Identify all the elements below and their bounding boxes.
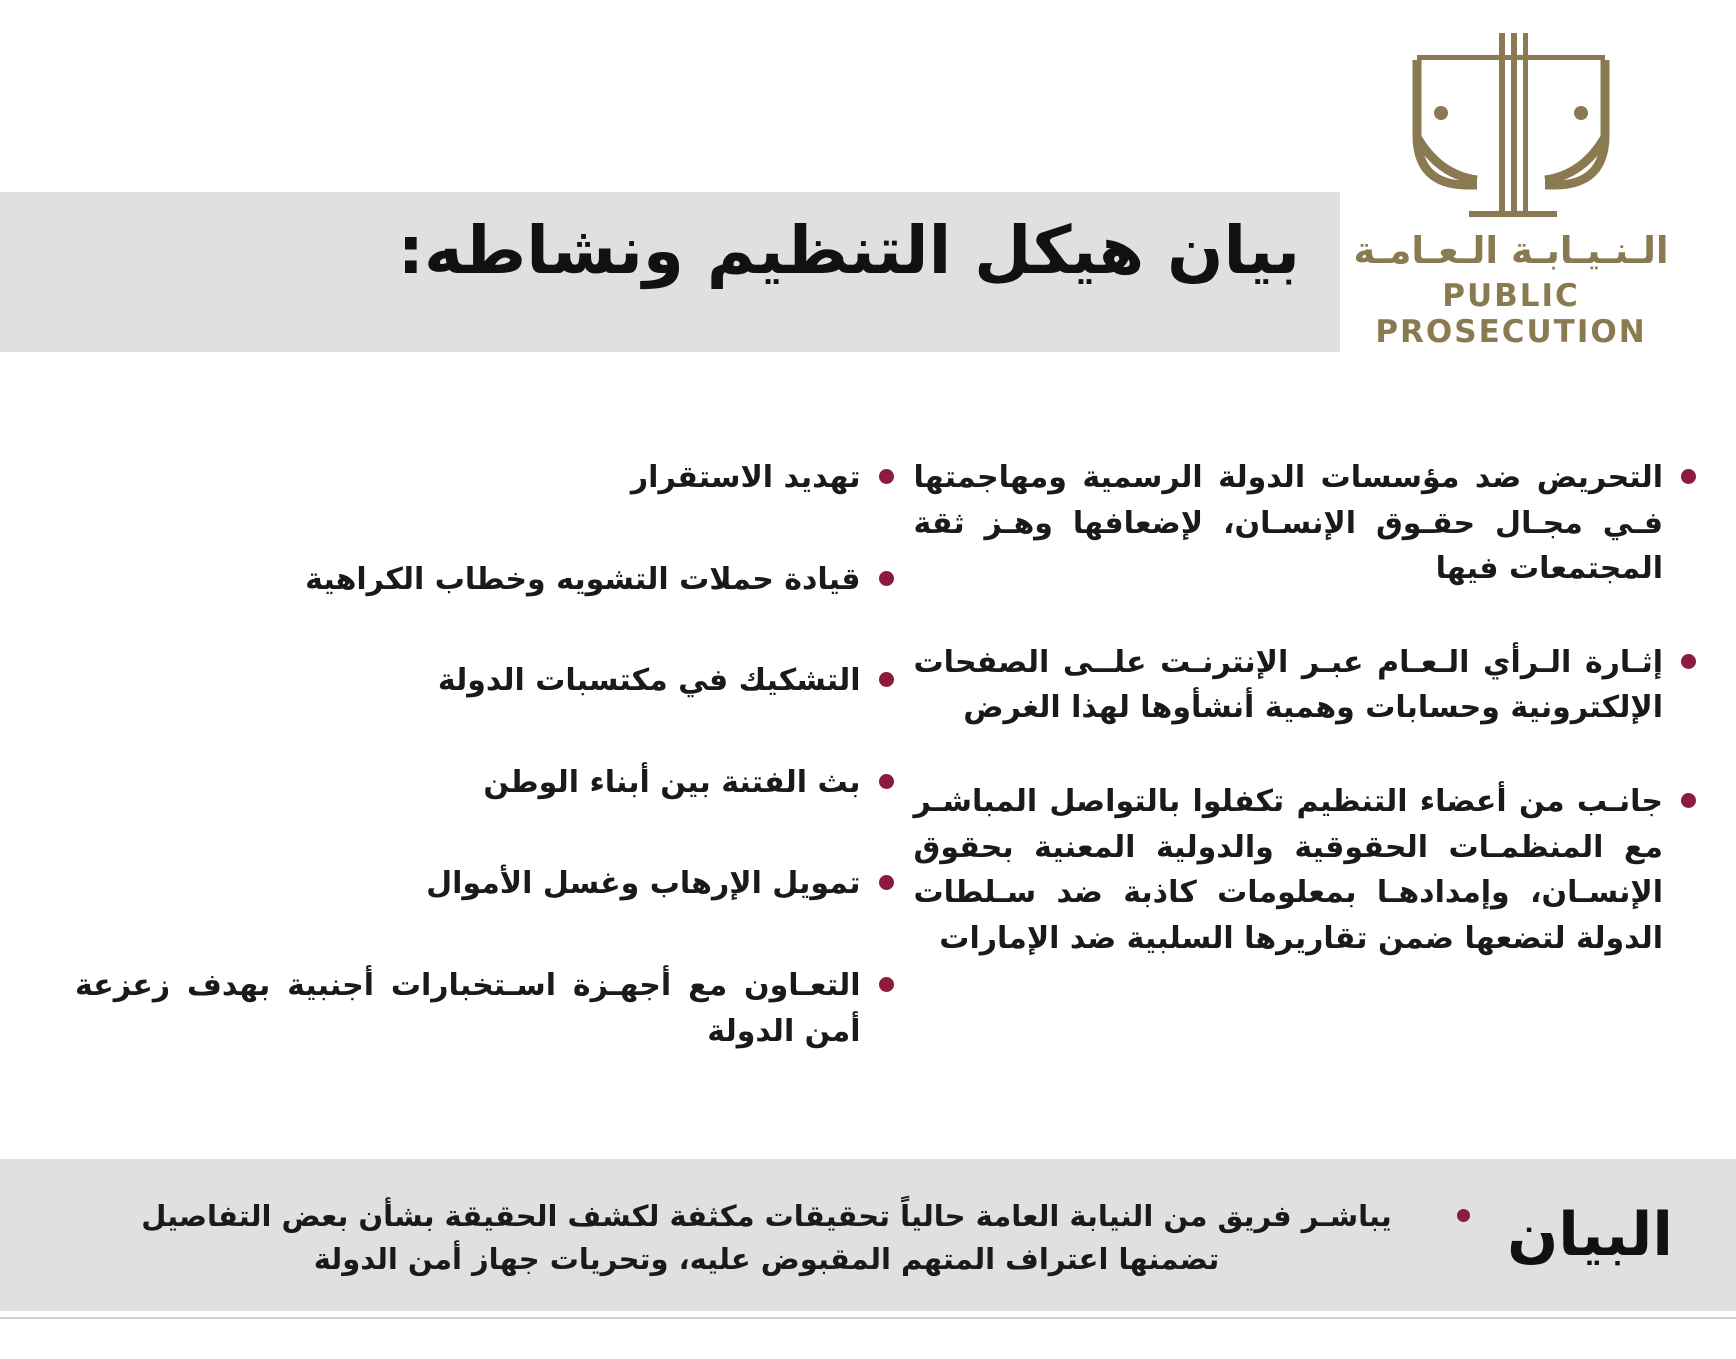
- list-item: [75, 963, 894, 1054]
- bullet-text: جانـب من أعضاء التنظيم تكفلوا بالتواصل المباشـر مع المنظمـات الحقوقية والدولية المعنية بحقوق الإنسـان، وإمدادهـا بمعلومات كاذبة ضد سـلطات الدولة لتضعها ضمن تقاريرها السلبية ضد الإمارات: [913, 783, 1663, 956]
- list-item: [75, 658, 894, 704]
- bullet-dot-icon: [1681, 469, 1696, 484]
- list-item: [75, 861, 894, 907]
- publication-brand: البيان: [1507, 1200, 1673, 1270]
- page-title: بيان هيكل التنظيم ونشاطه:: [397, 212, 1300, 289]
- list-item: [75, 455, 894, 501]
- footer-note-band: [0, 1159, 1736, 1311]
- bullet-dot-icon: [879, 469, 894, 484]
- list-item: [914, 455, 1696, 592]
- public-prosecution-logo: [1316, 25, 1706, 350]
- bullet-dot-icon: [879, 571, 894, 586]
- content-columns: [0, 455, 1736, 1110]
- list-item: [914, 779, 1696, 961]
- bottom-divider: [0, 1317, 1736, 1319]
- bullet-dot-icon: [1681, 654, 1696, 669]
- bullet-dot-icon: [879, 875, 894, 890]
- bullet-dot-icon: [879, 774, 894, 789]
- bullet-text: التعـاون مع أجهـزة اسـتخبارات أجنبية بهدف زعزعة أمن الدولة: [75, 967, 861, 1049]
- footer-note-text: يباشـر فريق من النيابة العامة حالياً تحقيقات مكثفة لكشف الحقيقة بشأن بعض التفاصيل تضمنها اعتراف المتهم المقبوض عليه، وتحريات جهاز أمن الدولة: [141, 1198, 1392, 1276]
- logo-arabic-name: الـنـيـابـة الـعـامـة: [1353, 229, 1669, 272]
- left-bullet-column: [904, 455, 1696, 1110]
- list-item: [914, 640, 1696, 731]
- footer-note: [30, 1189, 1470, 1282]
- bullet-text: تهديد الاستقرار: [630, 460, 861, 495]
- bullet-dot-icon: [1457, 1209, 1470, 1222]
- bullet-text: إثـارة الـرأي الـعـام عبـر الإنترنـت علــى الصفحات الإلكترونية وحسابات وهمية أنشأوها لهذا الغرض: [913, 644, 1663, 726]
- bullet-text: التشكيك في مكتسبات الدولة: [437, 663, 861, 699]
- bullet-text: التحريض ضد مؤسسات الدولة الرسمية ومهاجمتها فـي مجـال حقـوق الإنسـان، لإضعافها وهـز ثقة المجتمعات فيها: [913, 460, 1663, 587]
- bullet-text: بث الفتنة بين أبناء الوطن: [483, 764, 861, 800]
- list-item: [75, 557, 894, 603]
- bullet-dot-icon: [1681, 793, 1696, 808]
- logo-english-name: PUBLIC PROSECUTION: [1375, 278, 1647, 350]
- scales-of-justice-icon: [1381, 25, 1641, 225]
- bullet-dot-icon: [879, 977, 894, 992]
- bullet-dot-icon: [879, 672, 894, 687]
- left-bullet-list: [914, 455, 1696, 961]
- bullet-text: قيادة حملات التشويه وخطاب الكراهية: [305, 561, 861, 597]
- page-header: [0, 0, 1736, 360]
- list-item: [75, 760, 894, 806]
- right-bullet-column: [45, 455, 904, 1110]
- right-bullet-list: [75, 455, 894, 1054]
- bullet-text: تمويل الإرهاب وغسل الأموال: [426, 866, 861, 902]
